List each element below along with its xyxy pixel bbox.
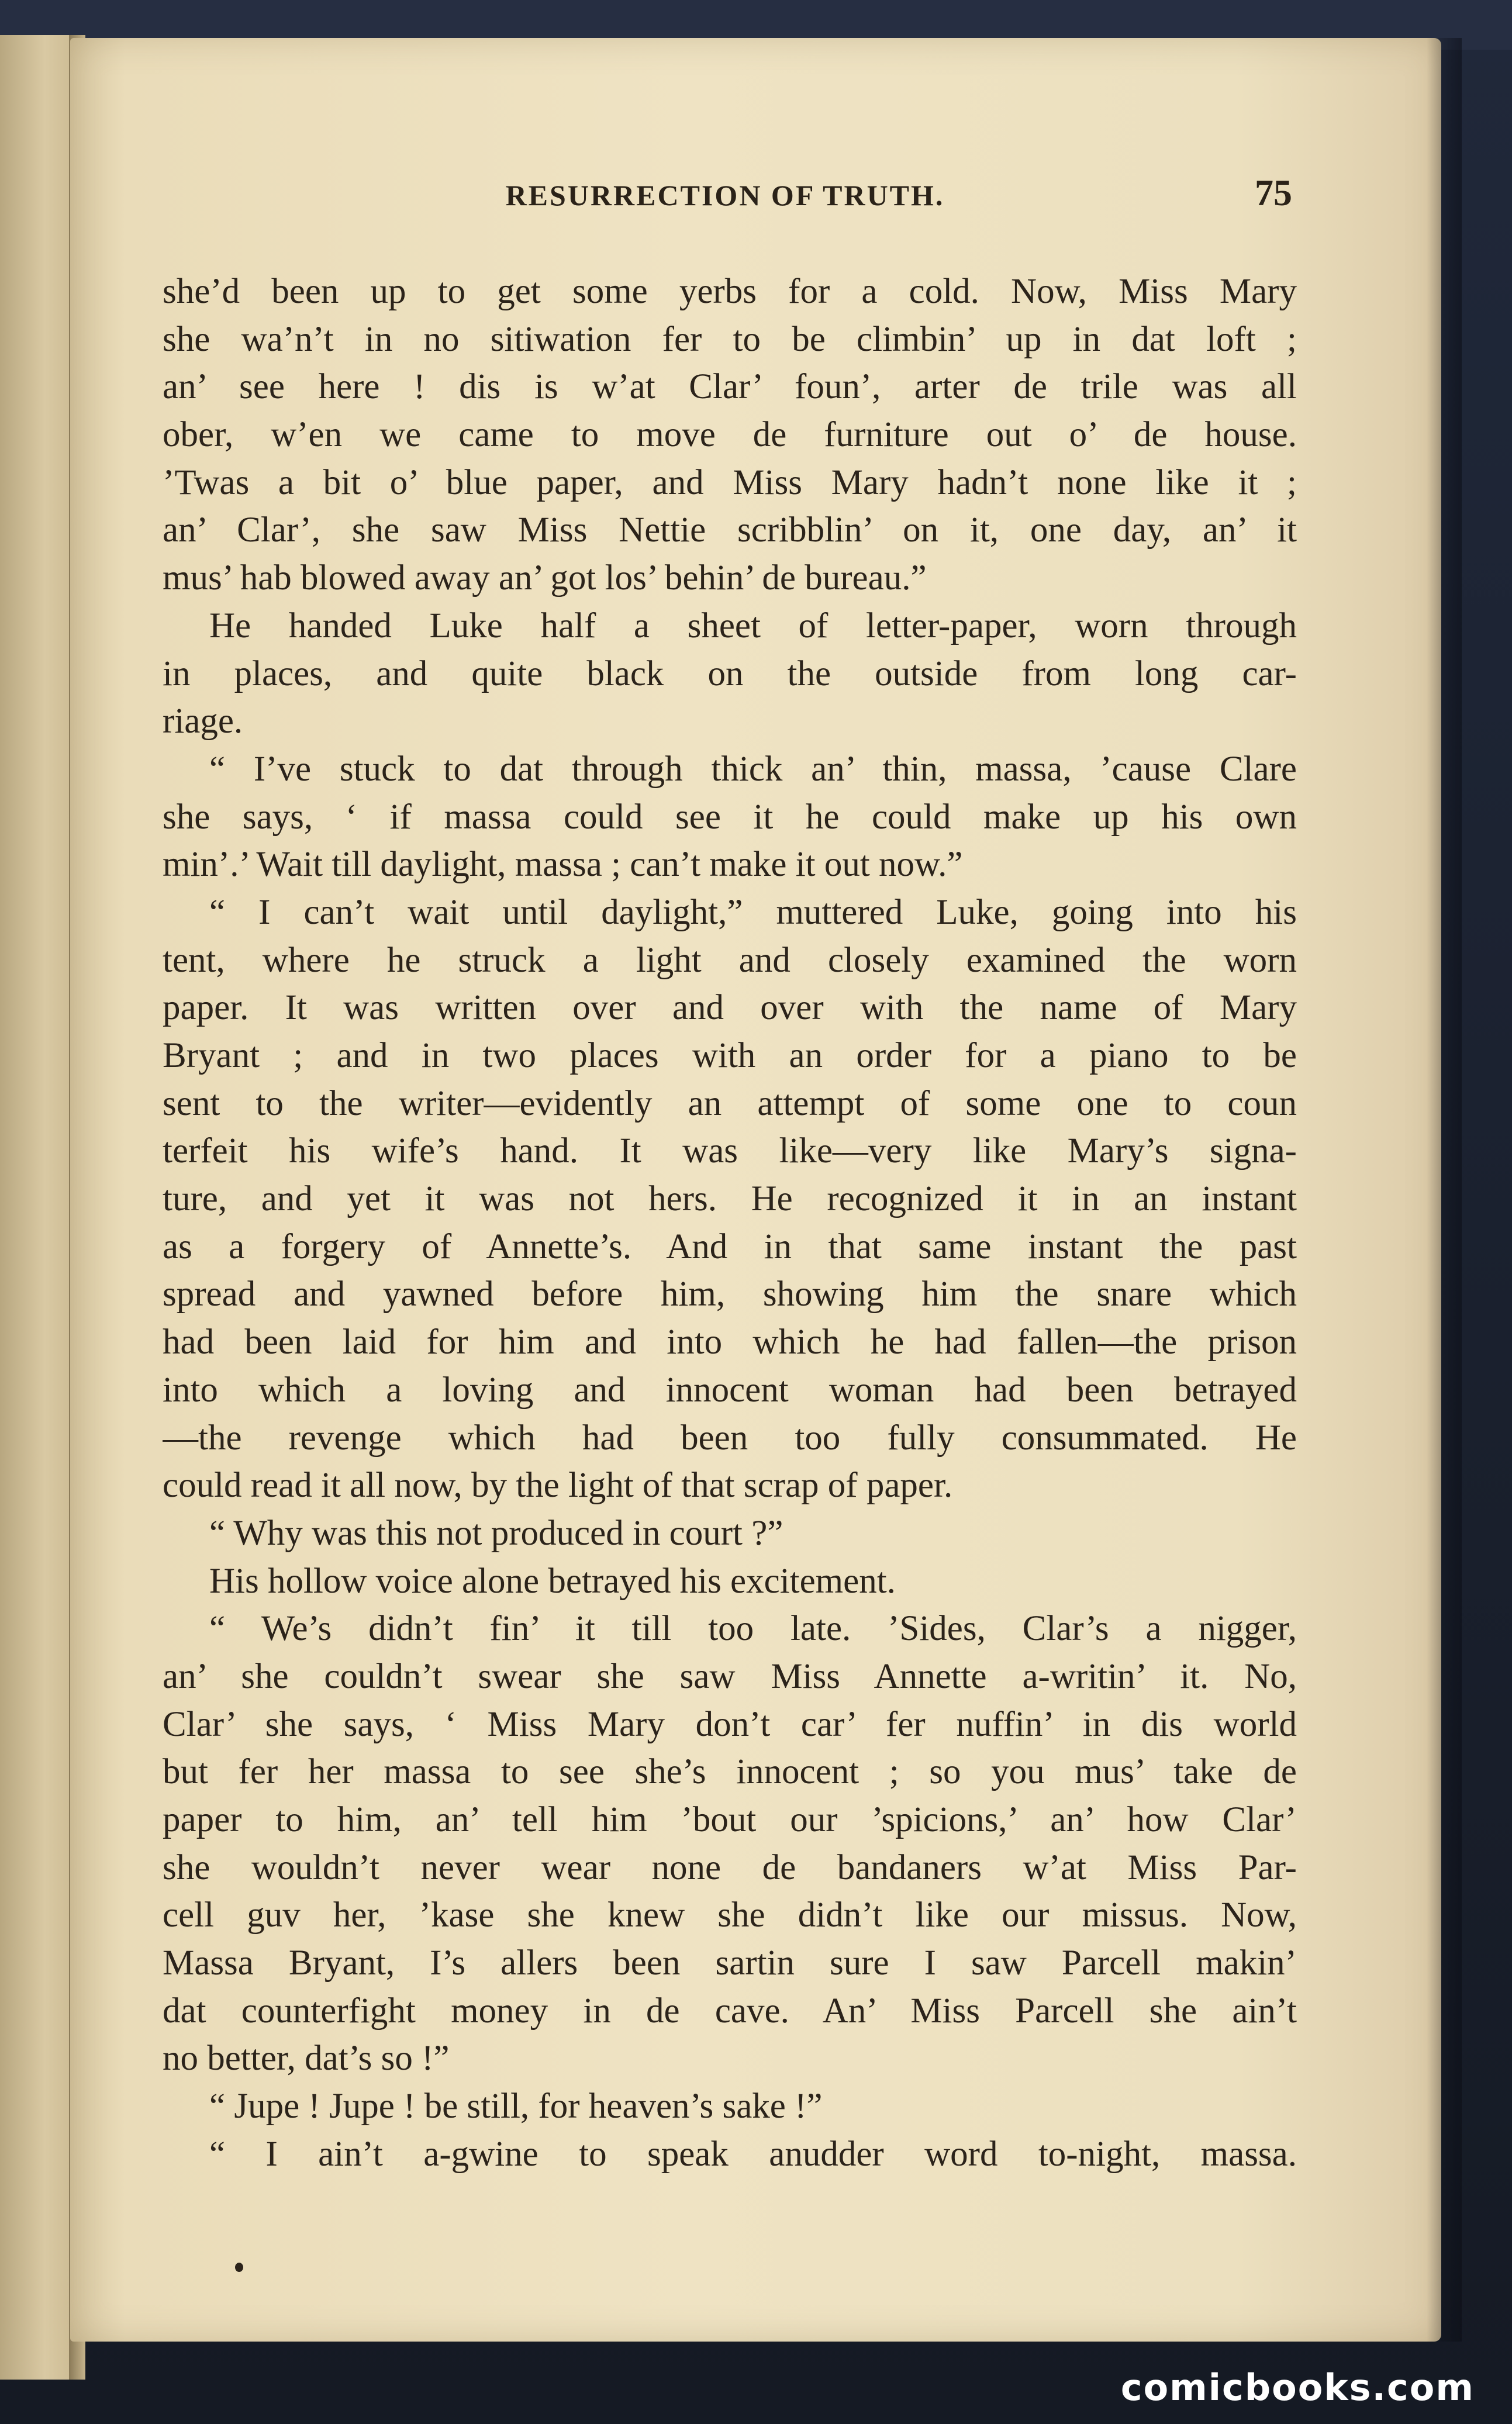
text-line: His hollow voice alone betrayed his excitement. [209, 1561, 896, 1601]
text-line: “ I’ve stuck to dat through thick an’ thin, massa, ’cause Clare [209, 749, 1297, 789]
text-line: “ We’s didn’t fin’ it till too late. ’Sides, Clar’s a nigger, [209, 1609, 1297, 1649]
body-text [163, 268, 1297, 2178]
text-line: —the revenge which had been too fully consummated. He [163, 1418, 1297, 1458]
text-line: into which a loving and innocent woman had been betrayed [163, 1370, 1297, 1410]
text-line: “ Why was this not produced in court ?” [209, 1513, 783, 1553]
watermark: comicbooks.com [1120, 2366, 1475, 2409]
text-line: ober, w’en we came to move de furniture out o’ de house. [163, 415, 1297, 455]
text-line: Massa Bryant, I’s allers been sartin sure I saw Parcell makin’ [163, 1943, 1297, 1983]
text-line: spread and yawned before him, showing him the snare which [163, 1275, 1297, 1314]
page-header [164, 172, 1292, 225]
text-line: paper. It was written over and over with the name of Mary [163, 988, 1297, 1028]
text-line: mus’ hab blowed away an’ got los’ behin’ de bureau.” [163, 558, 927, 598]
text-line: ture, and yet it was not hers. He recognized it in an instant [163, 1179, 1297, 1219]
text-line: paper to him, an’ tell him ’bout our ’spicions,’ an’ how Clar’ [163, 1800, 1297, 1839]
text-line: in places, and quite black on the outside from long car- [163, 654, 1297, 693]
text-line: as a forgery of Annette’s. And in that same instant the past [163, 1227, 1297, 1266]
text-line: sent to the writer—evidently an attempt of some one to coun [163, 1083, 1297, 1123]
text-line: He handed Luke half a sheet of letter-paper, worn through [209, 606, 1297, 645]
text-line: ’Twas a bit o’ blue paper, and Miss Mary hadn’t none like it ; [163, 462, 1297, 502]
page-edge-shadow [1427, 38, 1462, 2342]
text-line: an’ she couldn’t swear she saw Miss Annette a-writin’ it. No, [163, 1656, 1297, 1696]
text-line: she says, ‘ if massa could see it he could make up his own [163, 797, 1297, 837]
text-line: dat counterfight money in de cave. An’ Miss Parcell she ain’t [163, 1991, 1297, 2031]
text-line: terfeit his wife’s hand. It was like—very like Mary’s signa- [163, 1131, 1297, 1171]
text-line: min’.’ Wait till daylight, massa ; can’t make it out now.” [163, 845, 963, 885]
page-number: 75 [1255, 172, 1292, 213]
running-head: RESURRECTION OF TRUTH. [505, 179, 945, 212]
text-line: an’ see here ! dis is w’at Clar’ foun’, arter de trile was all [163, 367, 1297, 407]
text-line: could read it all now, by the light of that scrap of paper. [163, 1466, 953, 1505]
text-line: “ Jupe ! Jupe ! be still, for heaven’s sake !” [209, 2087, 823, 2126]
text-line: “ I ain’t a-gwine to speak anudder word to-night, massa. [209, 2134, 1297, 2174]
text-line: no better, dat’s so !” [163, 2039, 450, 2078]
text-line: she’d been up to get some yerbs for a cold. Now, Miss Mary [163, 272, 1297, 311]
text-line: Bryant ; and in two places with an order for a piano to be [163, 1036, 1297, 1075]
text-line: an’ Clar’, she saw Miss Nettie scribblin’ on it, one day, an’ it [163, 510, 1297, 550]
text-line: riage. [163, 702, 243, 741]
text-line: she wouldn’t never wear none de bandaners w’at Miss Par- [163, 1848, 1297, 1887]
text-line: but fer her massa to see she’s innocent ; so you mus’ take de [163, 1752, 1297, 1792]
text-line: she wa’n’t in no sitiwation fer to be climbin’ up in dat loft ; [163, 319, 1297, 359]
text-line: cell guv her, ’kase she knew she didn’t like our missus. Now, [163, 1895, 1297, 1935]
text-line: Clar’ she says, ‘ Miss Mary don’t car’ fer nuffin’ in dis world [163, 1704, 1297, 1744]
text-line: “ I can’t wait until daylight,” muttered Luke, going into his [209, 892, 1297, 932]
text-line: had been laid for him and into which he had fallen—the prison [163, 1323, 1297, 1362]
text-line: tent, where he struck a light and closely examined the worn [163, 940, 1297, 980]
ink-speck [235, 2263, 243, 2272]
